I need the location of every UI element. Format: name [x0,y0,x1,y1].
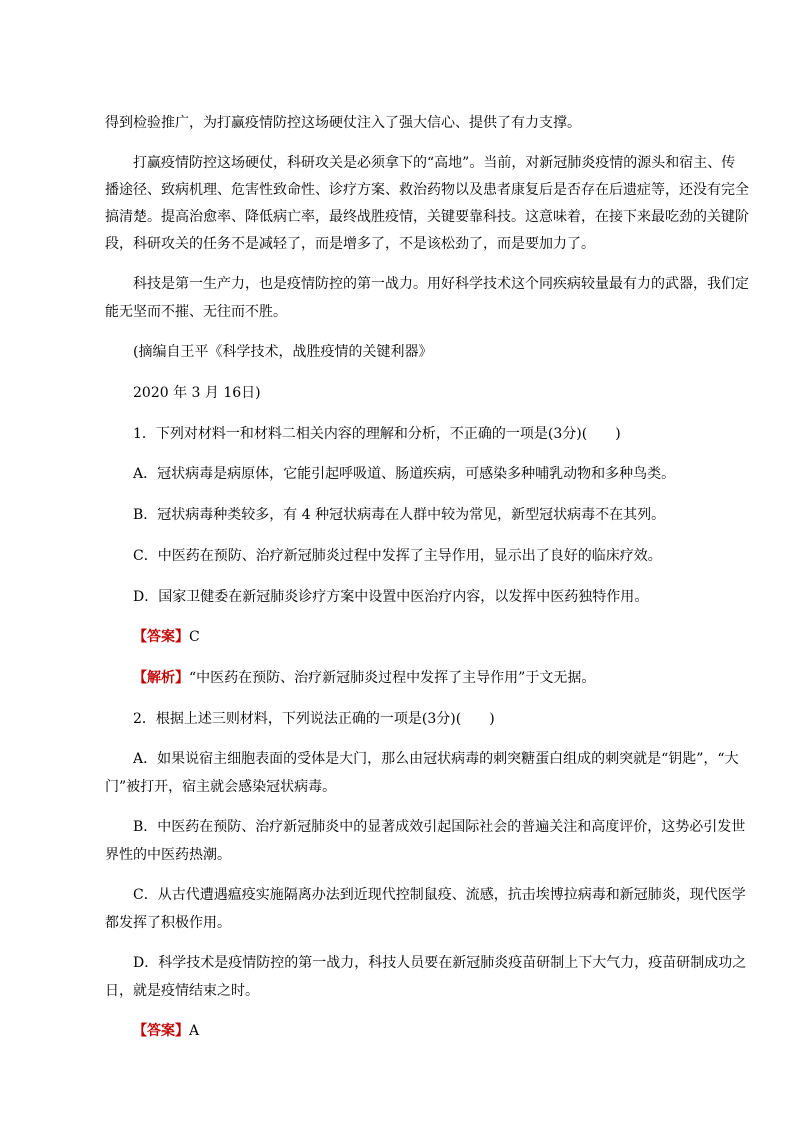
analysis-line [133,668,595,688]
passage-line: 能无坚而不摧、无往而不胜。 [105,304,287,320]
option-c: C．中医药在预防、治疗新冠肺炎过程中发挥了主导作用，显示出了良好的临床疗效。 [133,548,662,564]
answer-tag: 【答案】 [133,1023,189,1039]
answer-line [133,627,200,647]
passage-line: 得到检验推广，为打赢疫情防控这场硬仗注入了强大信心、提供了有力支撑。 [105,115,581,131]
passage-line: 科技是第一生产力，也是疫情防控的第一战力。用好科学技术这个同疾病较量最有力的武器，我们定 [133,276,749,292]
option-b: B．冠状病毒种类较多，有 4 种冠状病毒在人群中较为常见，新型冠状病毒不在其列。 [133,507,666,523]
answer-value: C [189,629,200,645]
option-d-continued: 日，就是疫情结束之时。 [105,983,259,999]
option-c: C．从古代遭遇瘟疫实施隔离办法到近现代控制鼠疫、流感，抗击埃博拉病毒和新冠肺炎，现代医学 [133,887,746,903]
option-a: A．冠状病毒是病原体，它能引起呼吸道、肠道疾病，可感染多种哺乳动物和多种鸟类。 [133,466,676,482]
passage-line: 段，科研攻关的任务不是减轻了，而是增多了，不是该松劲了，而是要加力了。 [105,236,595,252]
answer-value: A [189,1023,200,1039]
analysis-text: “中医药在预防、治疗新冠肺炎过程中发挥了主导作用”于文无据。 [189,670,596,686]
passage-line: 打赢疫情防控这场硬仗，科研攻关是必须拿下的“高地”。当前，对新冠肺炎疫情的源头和宿主、传 [133,155,736,171]
option-a: A．如果说宿主细胞表面的受体是大门，那么由冠状病毒的刺突糖蛋白组成的刺突就是“钥匙”，“大 [133,751,739,767]
answer-line [133,1021,199,1041]
option-b-continued: 界性的中医药热潮。 [105,847,231,863]
option-a-continued: 门”被打开，宿主就会感染冠状病毒。 [105,779,337,795]
option-b: B．中医药在预防、治疗新冠肺炎中的显著成效引起国际社会的普遍关注和高度评价，这势必引发世 [133,819,746,835]
answer-tag: 【答案】 [133,629,189,645]
analysis-tag: 【解析】 [133,670,189,686]
option-c-continued: 都发挥了积极作用。 [105,915,231,931]
question-stem: 1．下列对材料一和材料二相关内容的理解和分析，不正确的一项是(3分)( ) [133,426,621,442]
passage-line: 播途径、致病机理、危害性致命性、诊疗方案、救治药物以及患者康复后是否存在后遗症等，还没有完全 [105,182,749,198]
question-stem: 2．根据上述三则材料，下列说法正确的一项是(3分)( ) [133,711,495,727]
passage-line: 搞清楚。提高治愈率、降低病亡率，最终战胜疫情，关键要靠科技。这意味着，在接下来最吃劲的关键阶 [105,209,749,225]
option-d: D．国家卫健委在新冠肺炎诊疗方案中设置中医治疗内容，以发挥中医药独特作用。 [133,589,649,605]
option-d: D．科学技术是疫情防控的第一战力，科技人员要在新冠肺炎疫苗研制上下大气力，疫苗研制成功之 [133,955,747,971]
source-date: 2020 年 3 月 16日) [133,385,261,401]
source-citation: (摘编自王平《科学技术，战胜疫情的关键利器》 [133,344,433,360]
